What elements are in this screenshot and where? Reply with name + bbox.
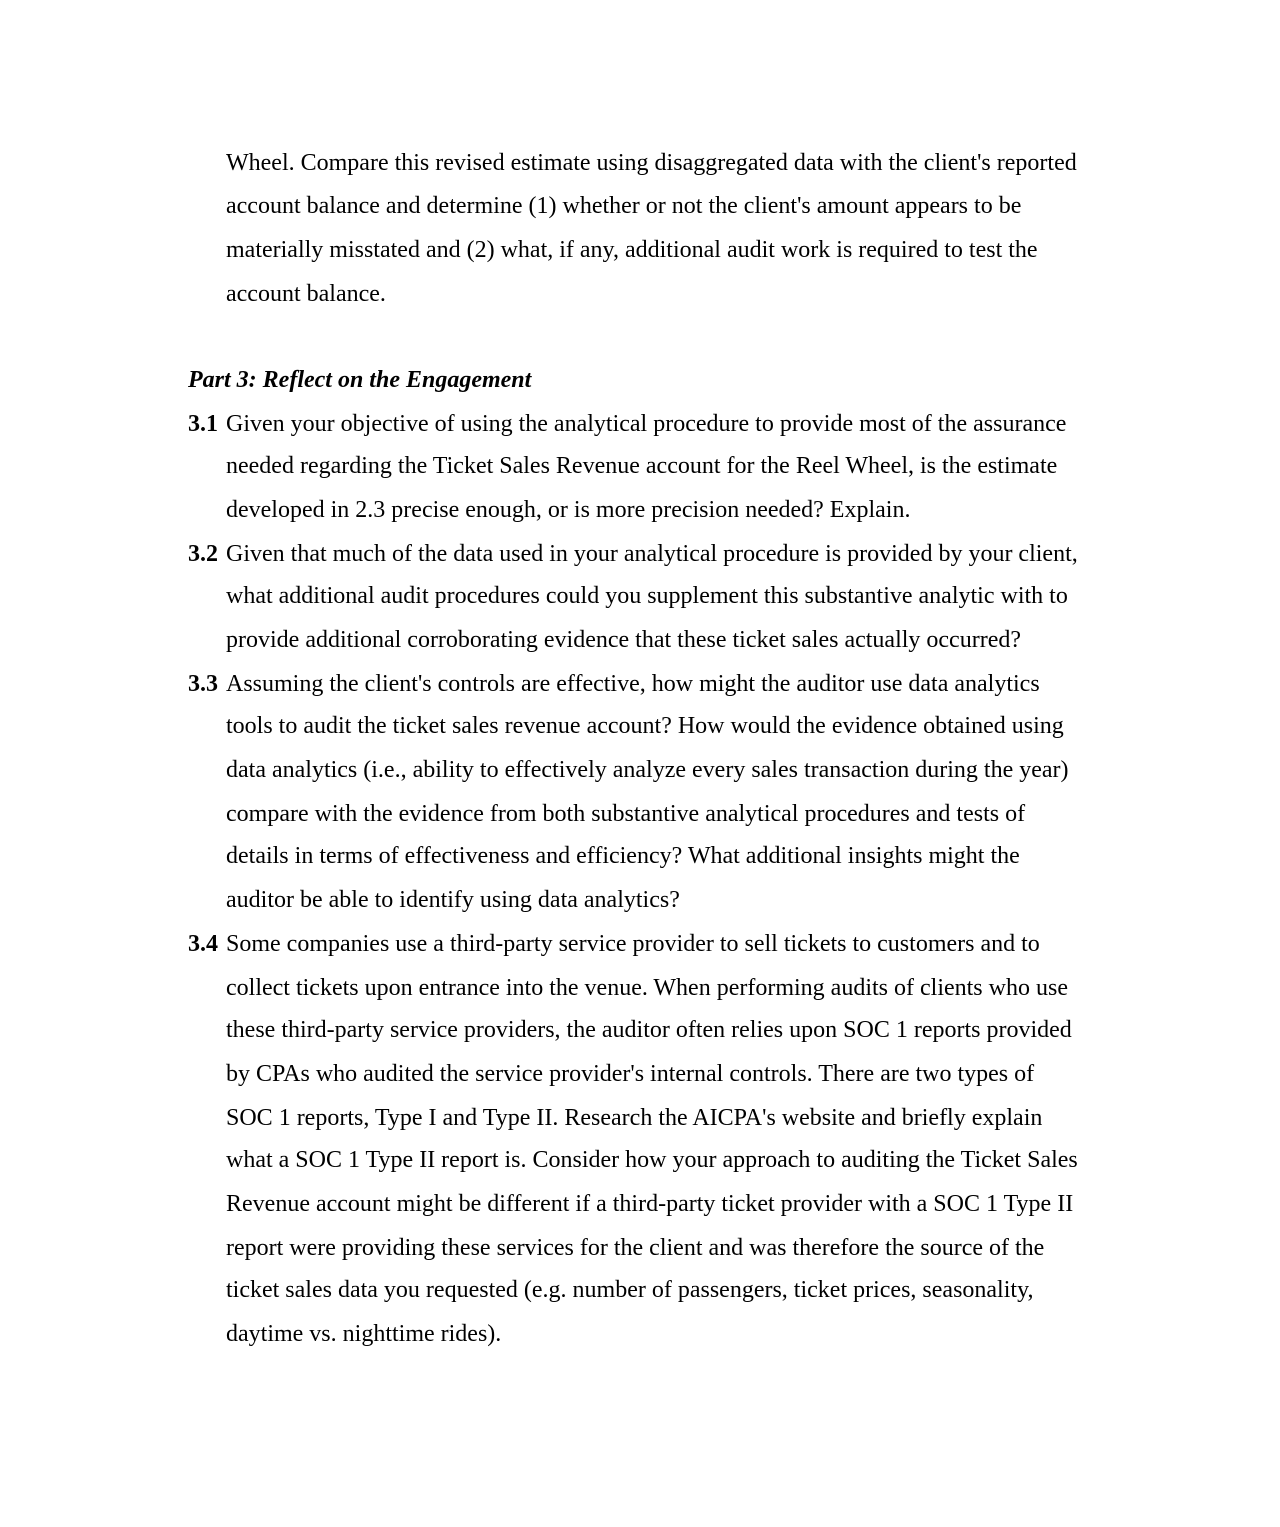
question-line: data analytics (i.e., ability to effectively analyze every sales transaction during the year) bbox=[226, 757, 1069, 783]
question-line: collect tickets upon entrance into the venue. When performing audits of clients who use bbox=[226, 975, 1068, 1001]
question-line: what a SOC 1 Type II report is. Consider how your approach to auditing the Ticket Sales bbox=[226, 1147, 1078, 1173]
question-line: daytime vs. nighttime rides). bbox=[226, 1321, 502, 1347]
section-heading: Part 3: Reflect on the Engagement bbox=[188, 367, 532, 393]
question-line: tools to audit the ticket sales revenue account? How would the evidence obtained using bbox=[226, 713, 1064, 739]
continuation-line: account balance and determine (1) whether or not the client's amount appears to be bbox=[226, 193, 1022, 219]
question-number: 3.3 bbox=[188, 671, 218, 697]
question-line: Some companies use a third-party service provider to sell tickets to customers and to bbox=[226, 931, 1040, 957]
question-line: Assuming the client's controls are effective, how might the auditor use data analytics bbox=[226, 671, 1040, 697]
question-line: Given that much of the data used in your analytical procedure is provided by your client, bbox=[226, 541, 1078, 567]
question-line: details in terms of effectiveness and efficiency? What additional insights might the bbox=[226, 843, 1020, 869]
question-line: what additional audit procedures could you supplement this substantive analytic with to bbox=[226, 583, 1068, 609]
continuation-line: materially misstated and (2) what, if any, additional audit work is required to test the bbox=[226, 237, 1038, 263]
question-line: needed regarding the Ticket Sales Revenue account for the Reel Wheel, is the estimate bbox=[226, 453, 1058, 479]
question-line: report were providing these services for the client and was therefore the source of the bbox=[226, 1235, 1045, 1261]
question-number: 3.2 bbox=[188, 541, 218, 567]
question-line: auditor be able to identify using data analytics? bbox=[226, 887, 680, 913]
question-number: 3.1 bbox=[188, 411, 218, 437]
question-line: SOC 1 reports, Type I and Type II. Research the AICPA's website and briefly explain bbox=[226, 1105, 1043, 1131]
question-line: developed in 2.3 precise enough, or is more precision needed? Explain. bbox=[226, 497, 911, 523]
question-line: compare with the evidence from both substantive analytical procedures and tests of bbox=[226, 801, 1026, 827]
question-line: provide additional corroborating evidence that these ticket sales actually occurred? bbox=[226, 627, 1021, 653]
continuation-line: account balance. bbox=[226, 281, 386, 307]
question-line: by CPAs who audited the service provider's internal controls. There are two types of bbox=[226, 1061, 1035, 1087]
question-line: ticket sales data you requested (e.g. number of passengers, ticket prices, seasonality, bbox=[226, 1277, 1034, 1303]
question-line: Revenue account might be different if a third-party ticket provider with a SOC 1 Type II bbox=[226, 1191, 1074, 1217]
question-line: Given your objective of using the analytical procedure to provide most of the assurance bbox=[226, 411, 1067, 437]
question-line: these third-party service providers, the auditor often relies upon SOC 1 reports provided bbox=[226, 1017, 1072, 1043]
continuation-line: Wheel. Compare this revised estimate using disaggregated data with the client's reported bbox=[226, 150, 1077, 176]
question-number: 3.4 bbox=[188, 931, 218, 957]
